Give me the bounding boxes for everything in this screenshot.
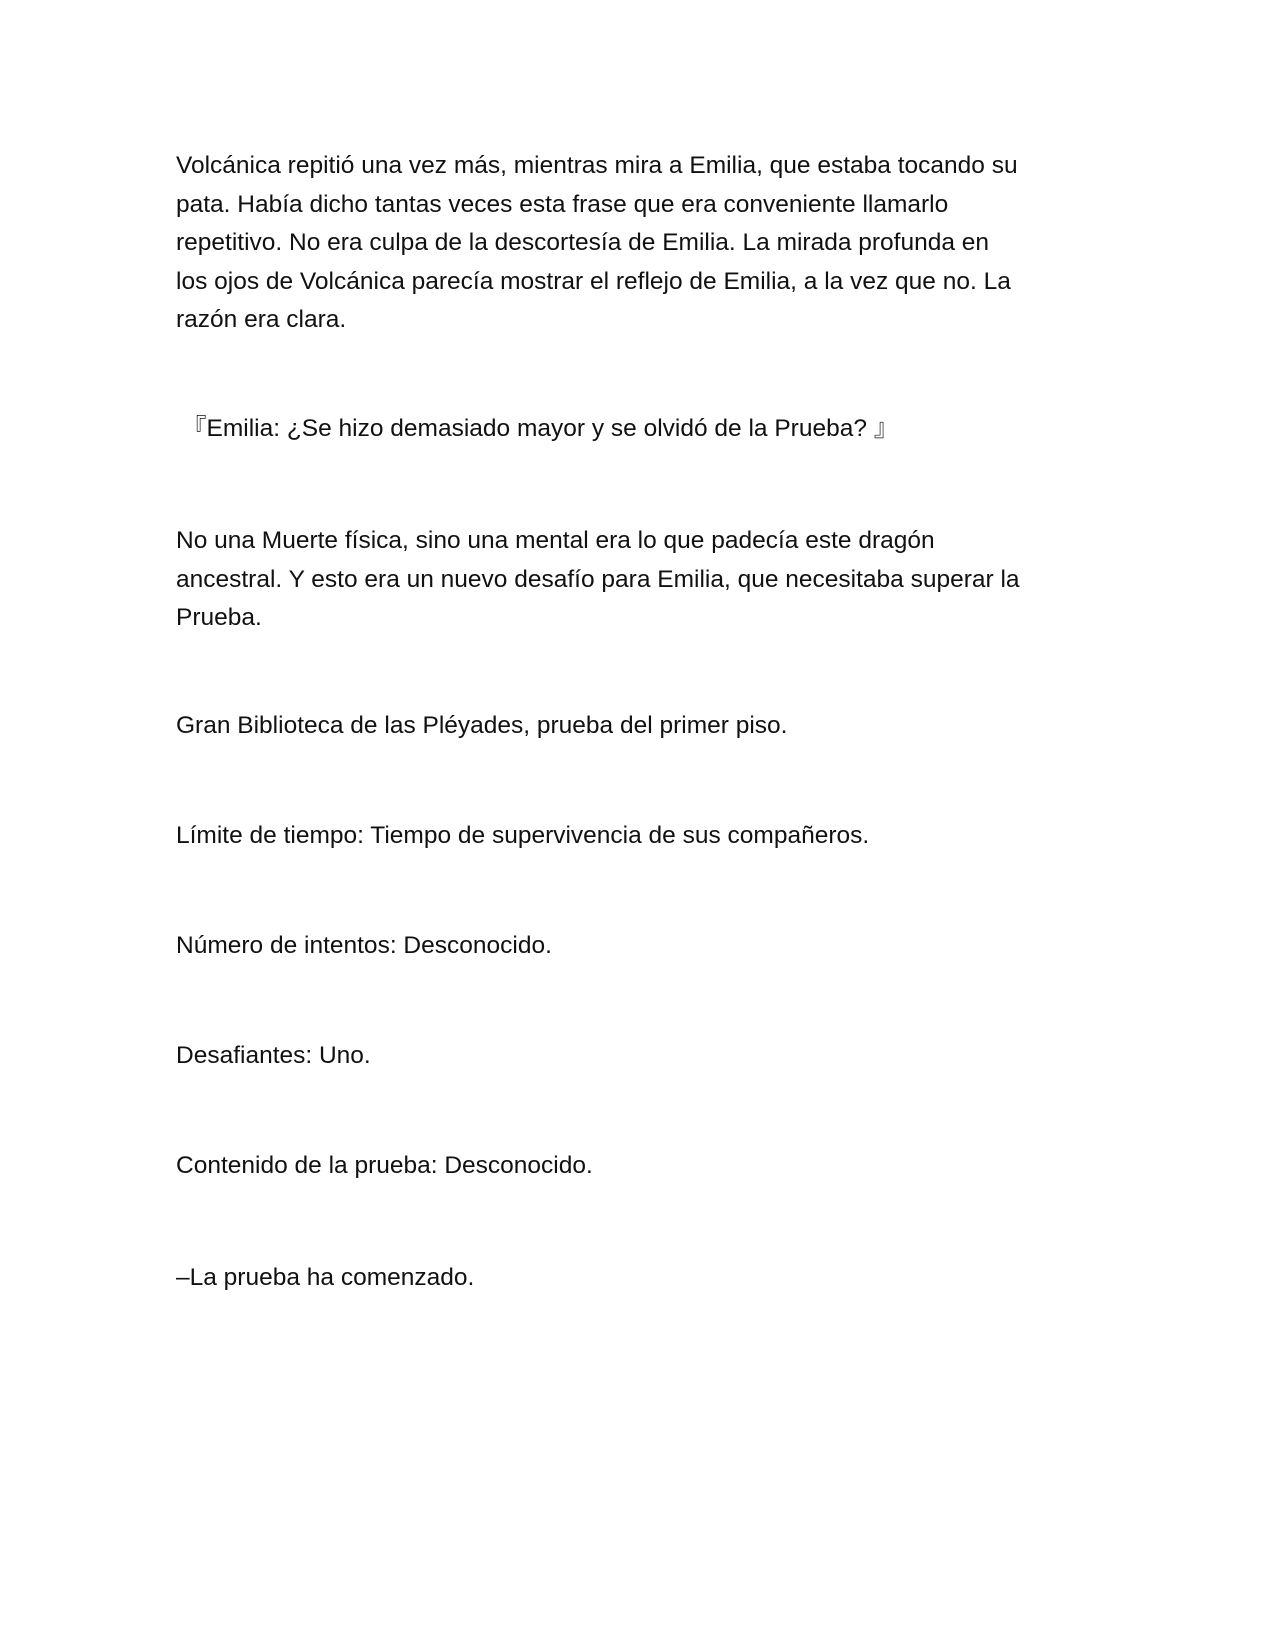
paragraph-line: los ojos de Volcánica parecía mostrar el reflejo de Emilia, a la vez que no. La	[176, 267, 1011, 295]
paragraph-mental-death	[176, 522, 1096, 638]
paragraph-line: repetitivo. No era culpa de la descortesía de Emilia. La mirada profunda en	[176, 229, 990, 256]
paragraph-line: razón era clara.	[176, 306, 347, 333]
paragraph-volcanica-repeats	[176, 147, 1096, 340]
paragraph-line: Contenido de la prueba: Desconocido.	[176, 1152, 593, 1179]
paragraph-line: Desafiantes: Uno.	[176, 1042, 371, 1069]
paragraph-line: Prueba.	[176, 604, 262, 631]
paragraph-line: –La prueba ha comenzado.	[176, 1264, 475, 1291]
paragraph-line: Gran Biblioteca de las Pléyades, prueba del primer piso.	[176, 712, 788, 739]
dialogue-line: 『Emilia: ¿Se hizo demasiado mayor y se olvidó de la Prueba? 』	[182, 415, 899, 442]
paragraph-line: Número de intentos: Desconocido.	[176, 932, 552, 959]
dialogue-emilia	[182, 410, 1102, 449]
trial-started	[176, 1259, 1096, 1298]
paragraph-line: Límite de tiempo: Tiempo de supervivencia de sus compañeros.	[176, 822, 870, 849]
paragraph-line: ancestral. Y esto era un nuevo desafío para Emilia, que necesitaba superar la	[176, 565, 1020, 593]
trial-challengers	[176, 1037, 1096, 1076]
trial-attempts	[176, 927, 1096, 966]
trial-location	[176, 707, 1096, 746]
paragraph-line: pata. Había dicho tantas veces esta frase que era conveniente llamarlo	[176, 190, 949, 218]
paragraph-line: Volcánica repitió una vez más, mientras mira a Emilia, que estaba tocando su	[176, 152, 1018, 179]
trial-content	[176, 1147, 1096, 1186]
trial-time-limit	[176, 817, 1096, 856]
paragraph-line: No una Muerte física, sino una mental era lo que padecía este dragón	[176, 527, 935, 554]
